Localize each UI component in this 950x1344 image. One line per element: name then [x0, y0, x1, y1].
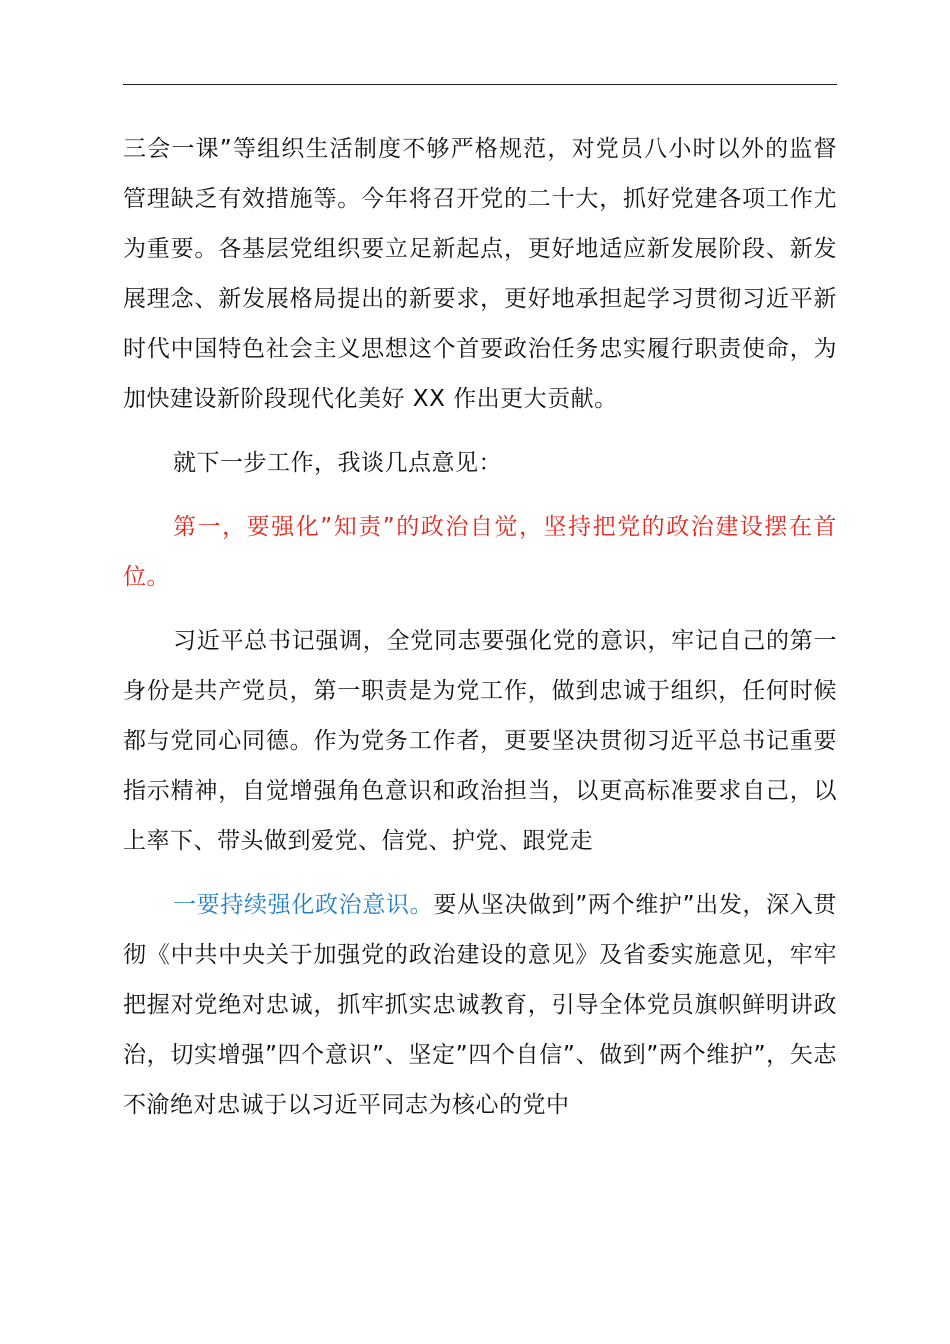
header-rule [123, 84, 837, 85]
document-body [123, 124, 837, 1144]
paragraph-continuation: 三会一课”等组织生活制度不够严格规范，对党员八小时以外的监督管理缺乏有效措施等。今年将召开党的二十大，抓好党建各项工作尤为重要。各基层党组织要立足新起点，更好地适应新发展阶段、新发展理念、新发展格局提出的新要求，更好地承担起学习贯彻习近平新时代中国特色社会主义思想这个首要政治任务忠实履行职责使命，为加快建设新阶段现代化美好 XX 作出更大贡献。 [123, 136, 837, 412]
section-heading-first: 第一，要强化”知责”的政治自觉，坚持把党的政治建设摆在首位。 [123, 514, 837, 590]
paragraph-body: 习近平总书记强调，全党同志要强化党的意识，牢记自己的第一身份是共产党员，第一职责是为党工作，做到忠诚于组织，任何时候都与党同心同德。作为党务工作者，更要坚决贯彻习近平总书记重要指示精神，自觉增强角色意识和政治担当，以更高标准要求自己，以上率下、带头做到爱党、信党、护党、跟党走 [123, 628, 837, 854]
point-one-text: 要从坚决做到”两个维护”出发，深入贯彻《中共中央关于加强党的政治建设的意见》及省委实施意见，牢牢把握对党绝对忠诚，抓牢抓实忠诚教育，引导全体党员旗帜鲜明讲政治，切实增强”四个意识”、坚定”四个自信”、做到”两个维护”，矢志不渝绝对忠诚于以习近平同志为核心的党中 [123, 892, 838, 1118]
paragraph-intro: 就下一步工作，我谈几点意见： [173, 450, 502, 476]
paragraph-point-one [123, 880, 837, 1130]
point-one-lead: 一要持续强化政治意识。 [173, 892, 434, 918]
